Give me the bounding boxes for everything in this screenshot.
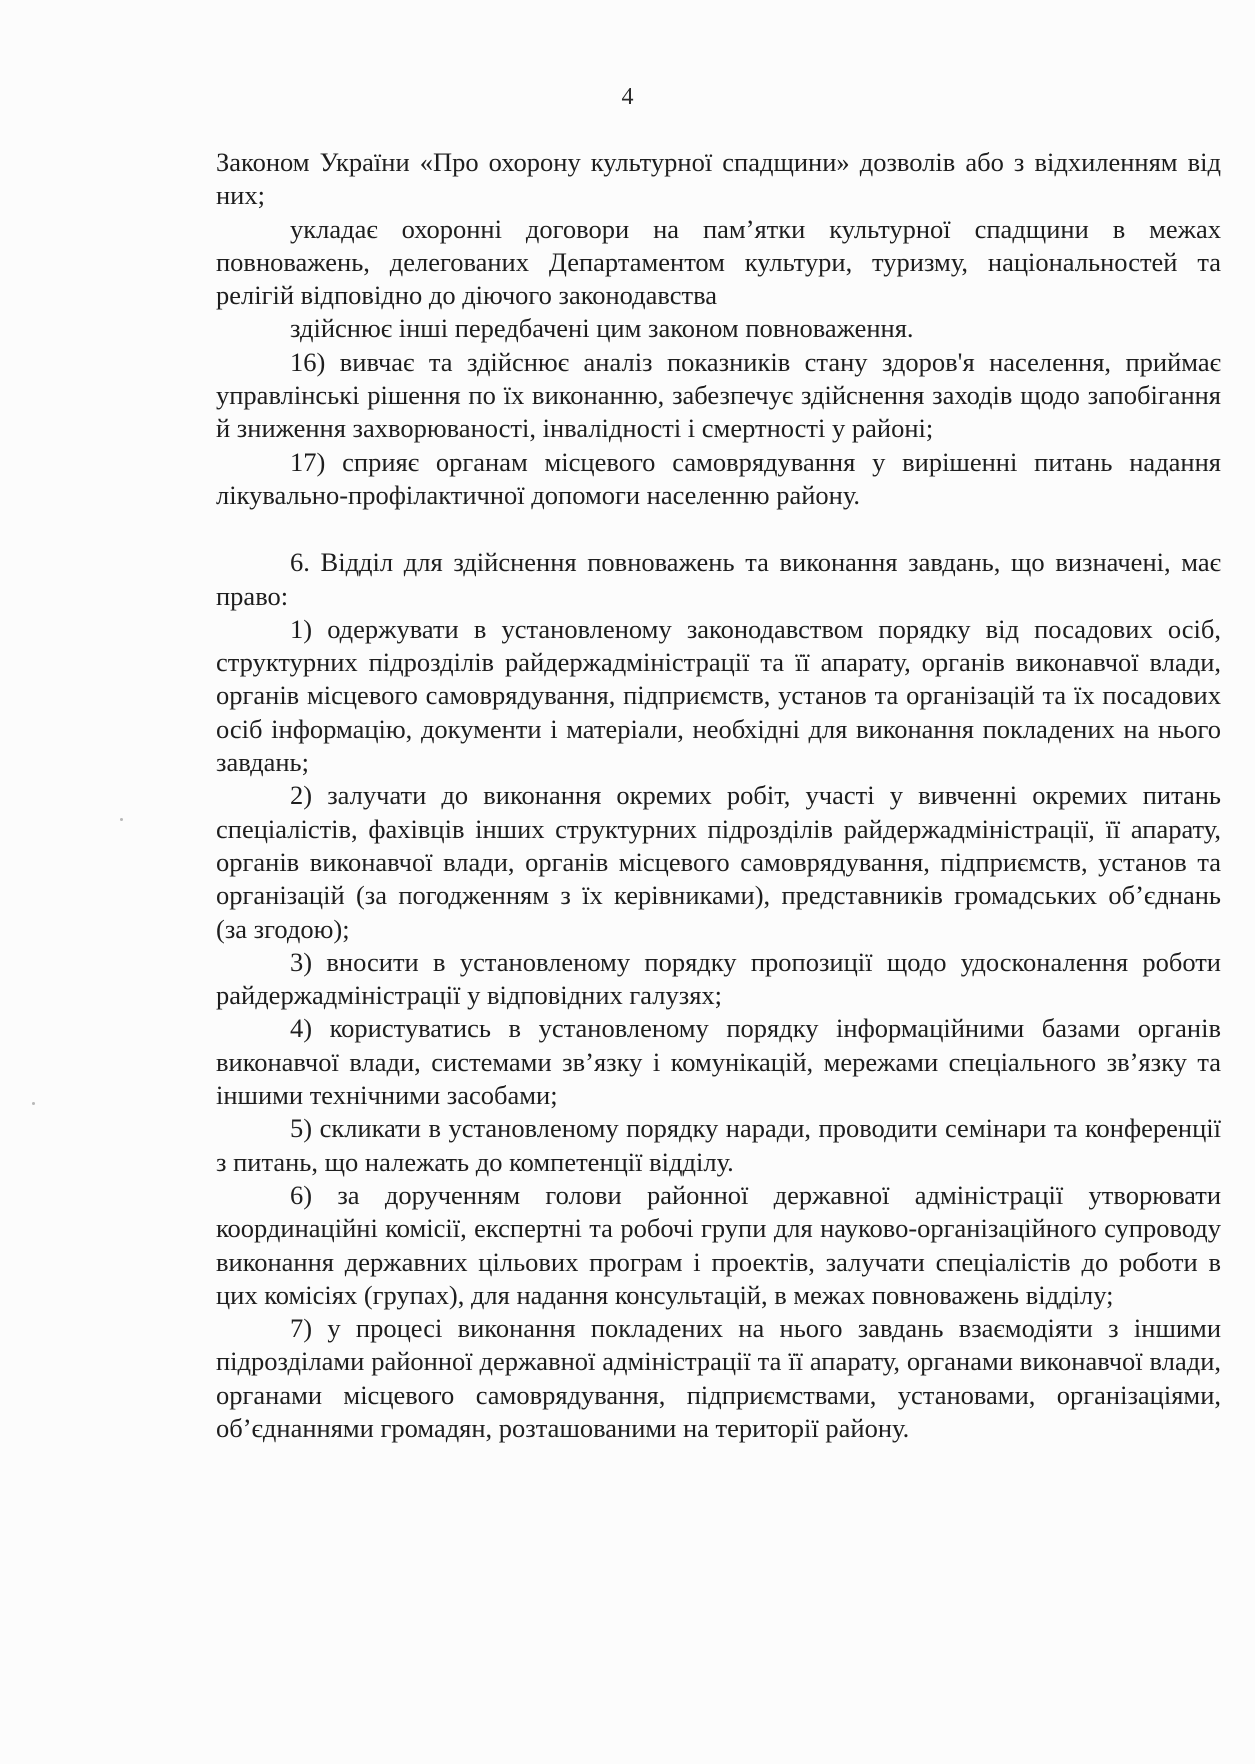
paragraph: 4) користуватись в установленому порядку інформаційними базами органів виконавчої влади, системами зв’язку і комунікацій, мережами спеціального зв’язку та іншими технічними засобами; bbox=[216, 1013, 1221, 1111]
paragraph: 6) за дорученням голови районної державної адміністрації утворювати координаційні комісії, експертні та робочі групи для науково-організаційного супроводу виконання державних цільових програм і проектів, залучати спеціалістів до роботи в цих комісіях (групах), для надання консультацій, в межах повноважень відділу; bbox=[216, 1179, 1221, 1310]
paragraph: 2) залучати до виконання окремих робіт, участі у вивченні окремих питань спеціалістів, фахівців інших структурних підрозділів райдержадміністрації, її апарату, органів виконавчої влади, органів місцевого самоврядування, підприємств, установ та організацій (за погодженням з їх керівниками), представників громадських об’єднань (за згодою); bbox=[216, 780, 1221, 944]
paragraph: 7) у процесі виконання покладених на нього завдань взаємодіяти з іншими підрозділами районної державної адміністрації та її апарату, органами виконавчої влади, органами місцевого самоврядування, підприємствами, установами, організаціями, об’єднаннями громадян, розташованими на території району. bbox=[216, 1313, 1221, 1443]
scan-speck bbox=[32, 1102, 35, 1105]
section-heading-paragraph: 6. Відділ для здійснення повноважень та виконання завдань, що визначені, має право: bbox=[216, 547, 1221, 611]
paragraph: 5) скликати в установленому порядку наради, проводити семінари та конференції з питань, що належать до компетенції відділу. bbox=[216, 1113, 1221, 1177]
scan-speck bbox=[120, 818, 123, 821]
paragraph: укладає охоронні договори на пам’ятки культурної спадщини в межах повноважень, делегованих Департаментом культури, туризму, національностей та релігій відповідно до діючого законодавства bbox=[216, 213, 1221, 311]
page-number: 4 bbox=[621, 84, 634, 110]
paragraph: здійснює інші передбачені цим законом повноваження. bbox=[290, 313, 914, 344]
paragraph: 1) одержувати в установленому законодавством порядку від посадових осіб, структурних підрозділів райдержадміністрації та її апарату, органів виконавчої влади, органів місцевого самоврядування, підприємств, установ та організацій та їх посадових осіб інформацію, документи і матеріали, необхідні для виконання покладених на нього завдань; bbox=[216, 613, 1221, 778]
paragraph: Законом України «Про охорону культурної спадщини» дозволів або з відхиленням від них; bbox=[216, 147, 1221, 211]
document-body bbox=[216, 146, 1221, 1445]
paragraph: 3) вносити в установленому порядку пропозиції щодо удосконалення роботи райдержадміністрації у відповідних галузях; bbox=[216, 946, 1221, 1011]
paragraph: 16) вивчає та здійснює аналіз показників стану здоров'я населення, приймає управлінські рішення по їх виконанню, забезпечує здійснення заходів щодо запобігання й зниження захворюваності, інвалідності і смертності у районі; bbox=[216, 346, 1221, 444]
paragraph: 17) сприяє органам місцевого самоврядування у вирішенні питань надання лікувально-профілактичної допомоги населенню району. bbox=[216, 446, 1221, 510]
